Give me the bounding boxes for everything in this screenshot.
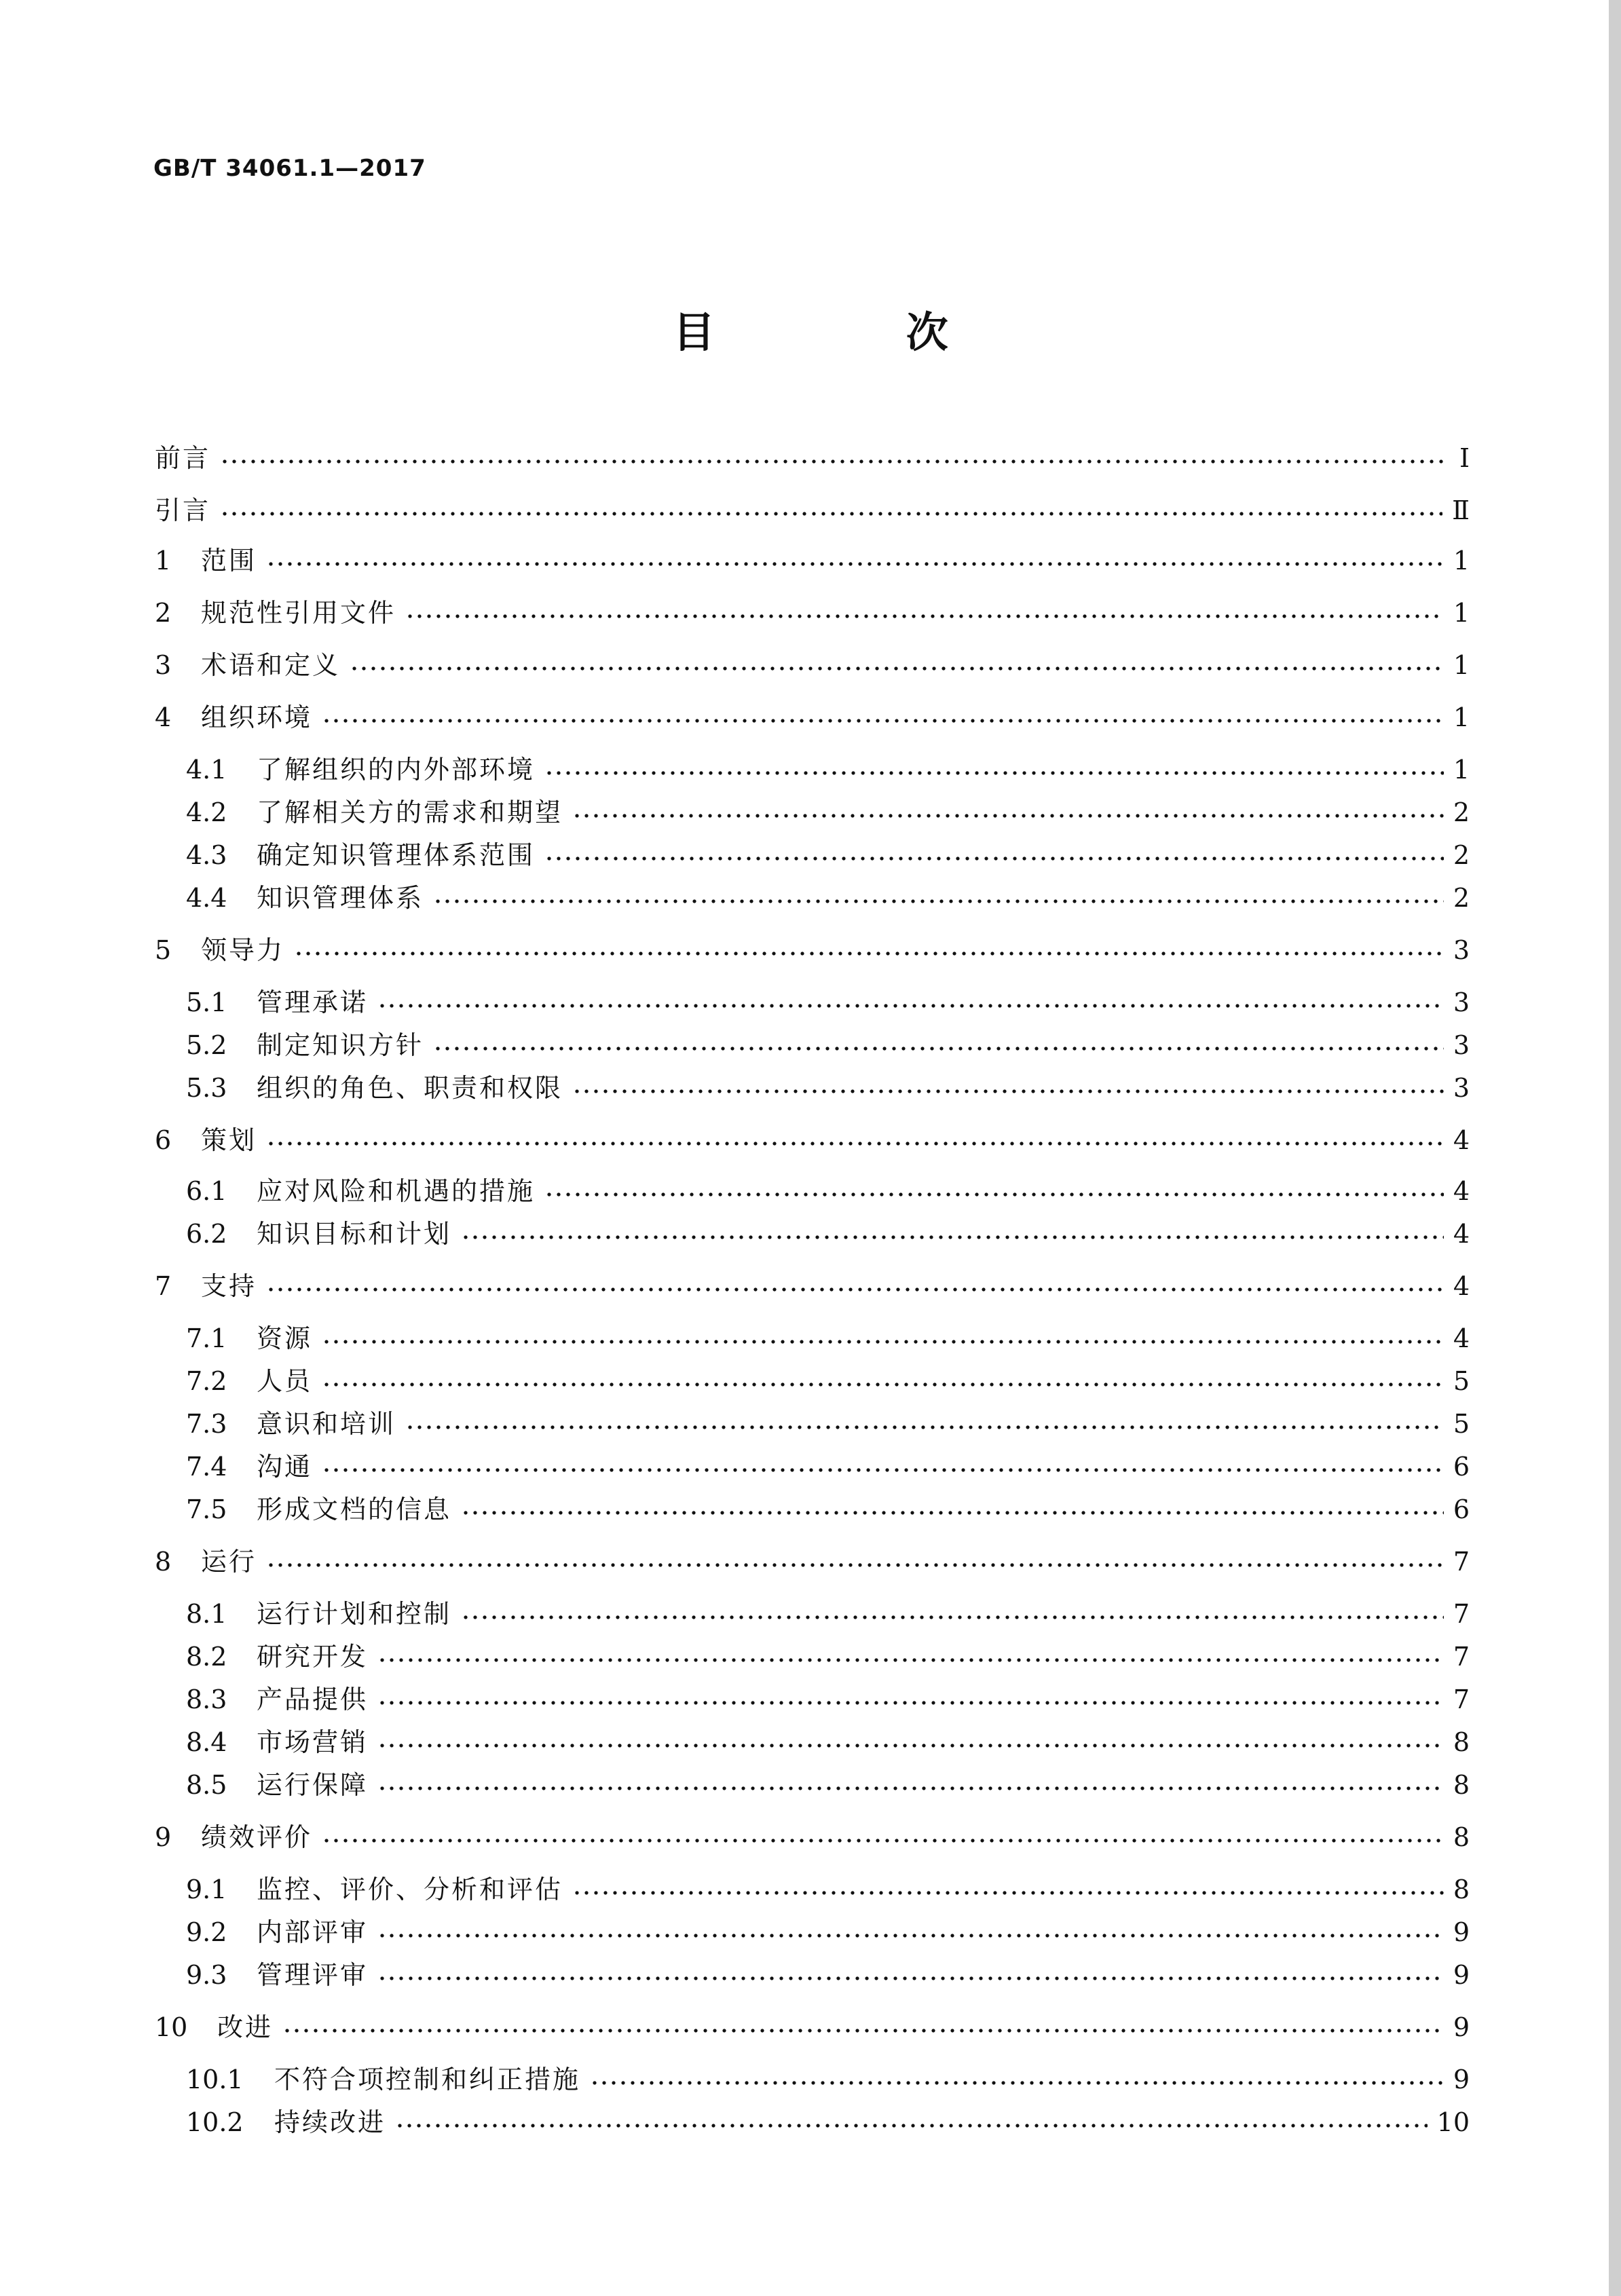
toc-entry-number: 9.2 [186,1917,227,1947]
toc-dot-leader [220,459,1444,464]
toc-dot-leader [544,771,1444,775]
toc-dot-leader [350,666,1444,671]
toc-entry-page: 4 [1453,1125,1470,1155]
toc-entry-label: 产品提供 [257,1685,369,1714]
toc-entry [155,540,1470,581]
toc-entry [155,1817,1470,1858]
toc-entry-label: 资源 [257,1323,313,1353]
toc-dot-leader [377,1658,1444,1662]
toc-entry [186,2102,1470,2143]
toc-entry [186,1489,1470,1530]
toc-entry-label: 应对风险和机遇的措施 [257,1176,536,1206]
toc-entry-page: 10 [1436,2107,1470,2137]
toc-entry [186,1171,1470,1211]
toc-entry-number: 9.3 [186,1960,227,1990]
toc-entry-label: 前言 [155,443,211,473]
toc-dot-leader [590,2081,1444,2085]
toc-entry-label: 组织环境 [201,702,313,732]
toc-entry [155,697,1470,738]
toc-entry-page: 6 [1453,1452,1470,1482]
toc-entry [186,1213,1470,1254]
toc-entry-label: 运行保障 [257,1770,369,1800]
toc-dot-leader [461,1511,1444,1515]
toc-entry [186,1068,1470,1108]
toc-entry-label: 不符合项控制和纠正措施 [274,2065,581,2094]
toc-entry-label: 了解相关方的需求和期望 [257,797,563,827]
toc-entry-label: 运行计划和控制 [257,1599,452,1629]
toc-entry-label: 管理承诺 [257,987,369,1017]
toc-entry-number: 4.2 [186,797,227,827]
toc-entry-number: 8.5 [186,1770,227,1800]
toc-entry [155,1541,1470,1582]
toc-entry [155,1266,1470,1306]
toc-entry-page: 3 [1453,987,1470,1017]
toc-entry-label: 了解组织的内外部环境 [257,755,536,785]
toc-dot-leader [377,1934,1444,1938]
toc-dot-leader [461,1235,1444,1239]
toc-entry-page: 1 [1453,598,1470,628]
toc-entry-label: 形成文档的信息 [257,1494,452,1524]
toc-entry-page: 1 [1453,546,1470,576]
toc-dot-leader [377,1786,1444,1790]
toc-dot-leader [405,1425,1444,1429]
toc-dot-leader [266,1142,1444,1146]
toc-entry-page: 8 [1453,1727,1470,1757]
toc-entry-number: 4 [155,702,172,732]
toc-entry-label: 领导力 [201,935,285,965]
toc-entry-page: 4 [1453,1323,1470,1353]
toc-entry-page: 9 [1453,2012,1470,2042]
toc-entry-page: 9 [1453,1960,1470,1990]
toc-entry [186,1912,1470,1953]
toc-entry-page: 1 [1453,650,1470,680]
toc-entry-label: 沟通 [257,1452,313,1482]
toc-entry [186,1361,1470,1401]
toc-entry-page: 1 [1453,755,1470,785]
toc-entry-label: 监控、评价、分析和评估 [257,1875,563,1904]
toc-entry [155,645,1470,685]
toc-dot-leader [395,2124,1428,2128]
toc-entry-page: 2 [1453,797,1470,827]
toc-entry-label: 研究开发 [257,1642,369,1672]
toc-dot-leader [405,614,1444,618]
toc-dot-leader [266,1563,1444,1567]
toc-entry-page: 7 [1453,1642,1470,1672]
toc-entry [186,792,1470,833]
toc-entry-label: 管理评审 [257,1960,369,1990]
toc-entry-page: 7 [1453,1599,1470,1629]
toc-entry [155,930,1470,971]
toc-dot-leader [282,2029,1444,2033]
toc-entry-label: 市场营销 [257,1727,369,1757]
toc-entry-page: 4 [1453,1176,1470,1206]
toc-entry-number: 7.5 [186,1494,227,1524]
toc-entry-page: 2 [1453,840,1470,870]
toc-entry-page: Ⅱ [1452,495,1470,525]
toc-entry-label: 人员 [257,1366,313,1396]
toc-entry-number: 1 [155,546,172,576]
toc-entry-label: 术语和定义 [201,650,341,680]
toc-entry-page: 9 [1453,1917,1470,1947]
toc-entry-number: 4.3 [186,840,227,870]
toc-entry-page: 3 [1453,1073,1470,1103]
toc-entry-number: 6.2 [186,1219,227,1249]
page-title: 目 次 [673,307,1037,357]
toc-entry-label: 范围 [201,546,257,576]
toc-entry-label: 知识目标和计划 [257,1219,452,1249]
toc-entry [186,1869,1470,1910]
toc-entry-label: 内部评审 [257,1917,369,1947]
toc-dot-leader [377,1004,1444,1008]
toc-entry-number: 5.1 [186,987,227,1017]
toc-entry-number: 5.3 [186,1073,227,1103]
toc-dot-leader [461,1615,1444,1619]
toc-entry-number: 8.3 [186,1685,227,1714]
toc-entry-page: 7 [1453,1685,1470,1714]
page-edge [1609,0,1621,2296]
toc-entry-label: 知识管理体系 [257,883,424,913]
toc-entry [155,490,1470,531]
toc-entry-number: 2 [155,598,172,628]
toc-entry [155,1120,1470,1161]
standard-code: GB/T 34061.1—2017 [153,155,426,182]
toc-entry-number: 7.1 [186,1323,227,1353]
toc-entry-page: 9 [1453,2065,1470,2094]
toc-dot-leader [377,1744,1444,1748]
toc-entry-label: 引言 [155,495,211,525]
toc-entry-number: 7.2 [186,1366,227,1396]
toc-entry-page: 8 [1453,1875,1470,1904]
toc-entry-number: 6.1 [186,1176,227,1206]
toc-dot-leader [433,1047,1444,1051]
toc-entry-page: 3 [1453,935,1470,965]
toc-entry [186,878,1470,918]
toc-dot-leader [377,1976,1444,1980]
toc-entry-page: 8 [1453,1822,1470,1852]
toc-entry [186,1594,1470,1634]
toc-entry-number: 6 [155,1125,172,1155]
toc-entry-label: 策划 [201,1125,257,1155]
toc-entry-page: 8 [1453,1770,1470,1800]
toc-entry [186,1636,1470,1677]
toc-entry-label: 制定知识方针 [257,1030,424,1060]
toc-entry-page: 5 [1453,1409,1470,1439]
toc-entry [186,1722,1470,1763]
toc-entry [186,1025,1470,1066]
toc-entry-page: 4 [1453,1271,1470,1301]
toc-dot-leader [294,952,1444,956]
toc-entry-number: 10.2 [186,2107,244,2137]
toc-entry [186,1446,1470,1487]
toc-dot-leader [544,1192,1444,1197]
toc-entry-number: 3 [155,650,172,680]
toc-entry [186,2059,1470,2100]
toc-entry-page: 7 [1453,1547,1470,1577]
toc-dot-leader [544,857,1444,861]
toc-entry-page: 5 [1453,1366,1470,1396]
toc-entry-label: 改进 [217,2012,274,2042]
toc-entry-number: 8.1 [186,1599,227,1629]
toc-entry-page: Ⅰ [1459,443,1470,473]
toc-dot-leader [322,1382,1444,1387]
toc-entry-label: 运行 [201,1547,257,1577]
toc-dot-leader [572,1891,1444,1895]
toc-entry-number: 10 [155,2012,188,2042]
toc-entry-page: 3 [1453,1030,1470,1060]
toc-dot-leader [322,719,1444,723]
toc-entry [155,592,1470,633]
toc-dot-leader [377,1701,1444,1705]
toc-entry [186,835,1470,876]
toc-entry-label: 规范性引用文件 [201,598,396,628]
toc-dot-leader [322,1468,1444,1472]
toc-entry-number: 8 [155,1547,172,1577]
toc-entry-number: 4.4 [186,883,227,913]
toc-entry-page: 4 [1453,1219,1470,1249]
toc-dot-leader [266,562,1444,566]
toc-entry-number: 10.1 [186,2065,244,2094]
toc-entry-number: 7.3 [186,1409,227,1439]
toc-entry-number: 9 [155,1822,172,1852]
toc-entry [186,982,1470,1023]
toc-dot-leader [433,899,1444,903]
toc-entry [186,1404,1470,1444]
toc-entry [186,1765,1470,1805]
toc-entry [155,438,1470,478]
toc-entry-number: 8.4 [186,1727,227,1757]
toc-entry [186,1955,1470,1995]
toc-dot-leader [322,1340,1444,1344]
toc-entry-label: 确定知识管理体系范围 [257,840,536,870]
toc-dot-leader [322,1839,1444,1843]
toc-entry-label: 绩效评价 [201,1822,313,1852]
toc-dot-leader [572,814,1444,818]
toc-entry [186,749,1470,790]
toc-entry-label: 意识和培训 [257,1409,396,1439]
toc-entry-page: 6 [1453,1494,1470,1524]
toc-entry-number: 5 [155,935,172,965]
toc-entry [155,2007,1470,2048]
toc-entry-page: 1 [1453,702,1470,732]
toc-entry-number: 7.4 [186,1452,227,1482]
toc-dot-leader [572,1089,1444,1093]
toc-entry-number: 9.1 [186,1875,227,1904]
toc-entry [186,1679,1470,1720]
toc-entry-number: 5.2 [186,1030,227,1060]
toc-entry-label: 支持 [201,1271,257,1301]
toc-entry-number: 8.2 [186,1642,227,1672]
toc-entry-label: 组织的角色、职责和权限 [257,1073,563,1103]
toc-entry [186,1318,1470,1359]
toc-entry-label: 持续改进 [274,2107,386,2137]
toc-entry-number: 4.1 [186,755,227,785]
toc-entry-page: 2 [1453,883,1470,913]
toc-dot-leader [266,1287,1444,1292]
toc-dot-leader [220,512,1442,516]
toc-entry-number: 7 [155,1271,172,1301]
